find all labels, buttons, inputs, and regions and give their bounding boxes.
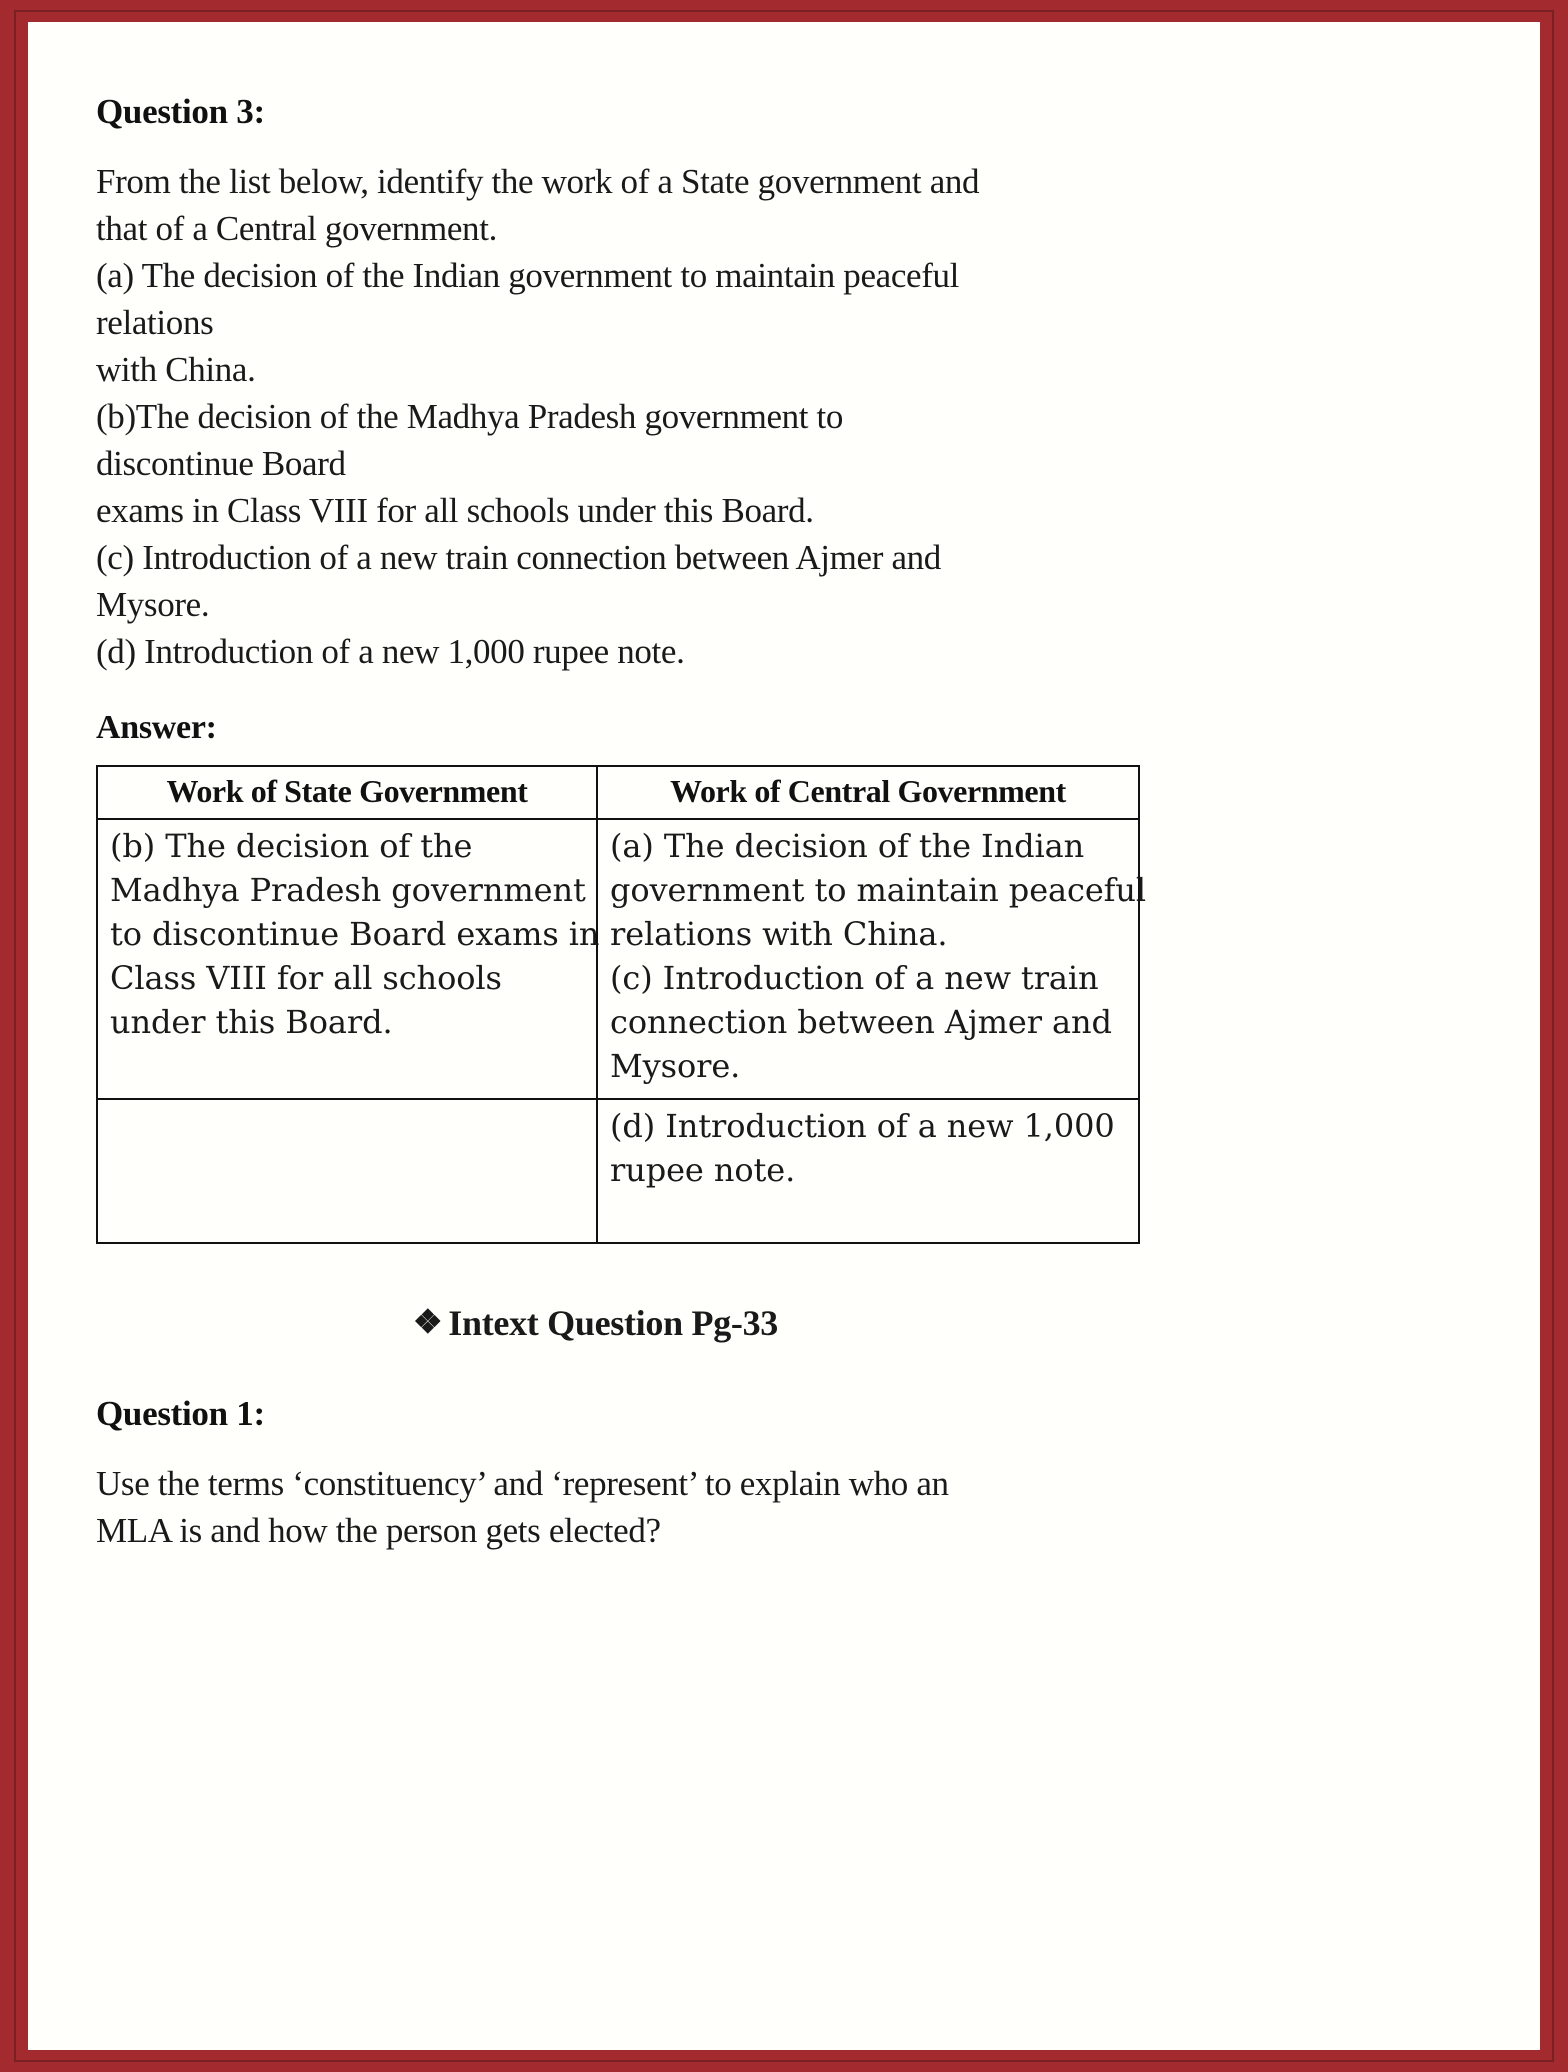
cell-line: (d) Introduction of a new 1,000 xyxy=(610,1107,1115,1146)
question-3-heading: Question 3: xyxy=(96,92,265,131)
question-3-body xyxy=(96,158,1131,675)
question-3-line: that of a Central government. xyxy=(96,209,497,249)
table-cell-central-row2 xyxy=(597,1099,1139,1243)
question-3-option-a-line: with China. xyxy=(96,350,256,390)
diamond-bullet-icon: ❖ xyxy=(413,1305,443,1342)
table-header-state-government: Work of State Government xyxy=(97,766,597,819)
cell-line: (b) The decision of the xyxy=(110,827,473,866)
table-header-row xyxy=(97,766,1139,819)
page-sheet xyxy=(28,22,1540,2050)
table-header-central-government: Work of Central Government xyxy=(597,766,1139,819)
cell-line: (a) The decision of the Indian xyxy=(610,827,1085,866)
question-3-line: From the list below, identify the work of a State government and xyxy=(96,162,980,202)
question-3-option-b-line: discontinue Board xyxy=(96,444,346,484)
cell-line: to discontinue Board exams in xyxy=(110,915,600,954)
cell-line: Mysore. xyxy=(610,1047,741,1086)
table-cell-state-row1 xyxy=(97,819,600,1099)
intext-question-heading xyxy=(96,1302,1131,1344)
cell-line: government to maintain peaceful xyxy=(610,871,1147,910)
question-3-option-c-line: Mysore. xyxy=(96,585,210,625)
document-content xyxy=(96,92,1147,1554)
cell-line: Madhya Pradesh government xyxy=(110,871,586,910)
question-1-line: Use the terms ‘constituency’ and ‘represent’ to explain who an xyxy=(96,1464,949,1504)
cell-line: rupee note. xyxy=(610,1151,796,1190)
cell-line: (c) Introduction of a new train xyxy=(610,959,1099,998)
cell-line: Class VIII for all schools xyxy=(110,959,502,998)
cell-line: connection between Ajmer and xyxy=(610,1003,1112,1042)
question-3-option-a-line: (a) The decision of the Indian government to maintain peaceful xyxy=(96,256,960,296)
answer-label: Answer: xyxy=(96,709,217,747)
question-3-option-d-line: (d) Introduction of a new 1,000 rupee note. xyxy=(96,632,685,672)
question-1-heading: Question 1: xyxy=(96,1394,265,1434)
table-cell-central-row1 xyxy=(597,819,1147,1099)
question-1-body xyxy=(96,1460,1131,1554)
question-3-option-c-line: (c) Introduction of a new train connection between Ajmer and xyxy=(96,538,941,578)
answer-table xyxy=(96,765,1147,1244)
question-1-line: MLA is and how the person gets elected? xyxy=(96,1511,661,1551)
question-3-option-a-line: relations xyxy=(96,303,214,343)
question-3-option-b-line: (b)The decision of the Madhya Pradesh government to xyxy=(96,397,844,437)
cell-line: relations with China. xyxy=(610,915,948,954)
cell-line: under this Board. xyxy=(110,1003,393,1042)
question-3-option-b-line: exams in Class VIII for all schools under this Board. xyxy=(96,491,814,531)
intext-question-heading-text: Intext Question Pg-33 xyxy=(448,1303,778,1344)
table-cell-state-row2-empty xyxy=(97,1099,597,1243)
table-row xyxy=(97,819,1139,1099)
table-row xyxy=(97,1099,1139,1243)
